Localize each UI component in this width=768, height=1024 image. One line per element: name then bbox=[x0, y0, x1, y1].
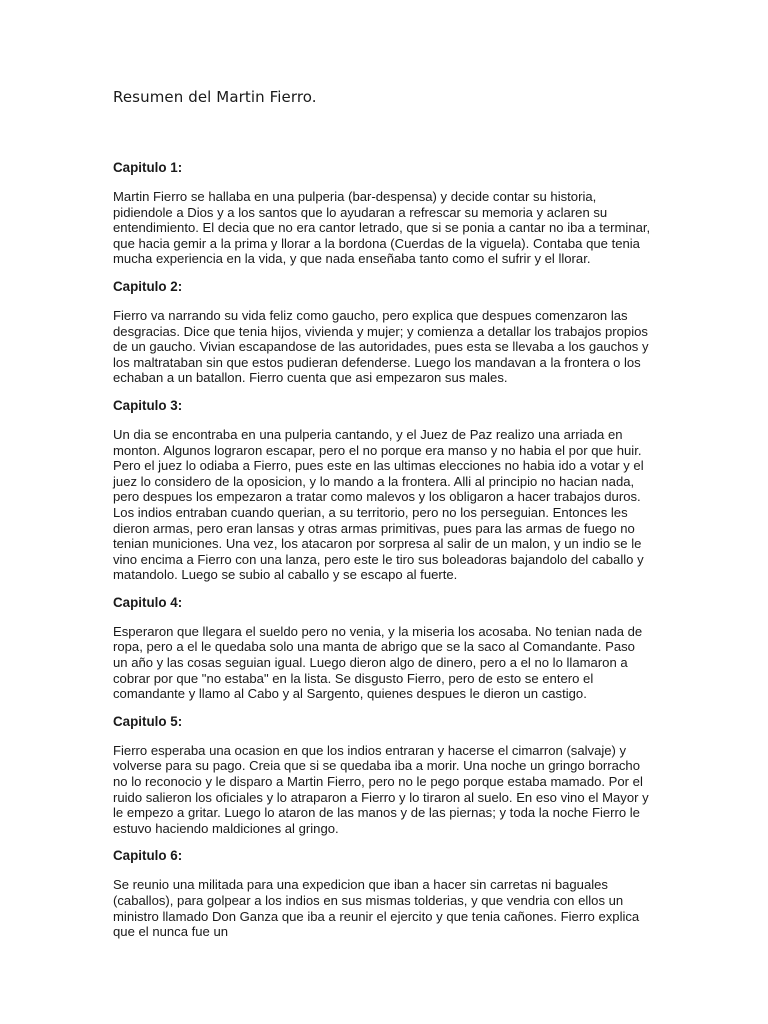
chapter-2 bbox=[113, 279, 653, 386]
document-page bbox=[113, 88, 653, 952]
chapter-paragraph: Esperaron que llegara el sueldo pero no venia, y la miseria los acosaba. No tenian nada de ropa, pero a el le quedaba solo una manta de abrigo que se la saco al Comandante. Paso un año y las cosas seguian igual. Luego dieron algo de dinero, pero a el no lo llamaron a cobrar por que "no estaba" en la lista. Se disgusto Fierro, pero de esto se entero el comandante y llamo al Cabo y al Sargento, quienes despues le dieron un castigo. bbox=[113, 623, 643, 702]
chapter-heading: Capitulo 4: bbox=[113, 594, 183, 610]
chapter-paragraph: Fierro esperaba una ocasion en que los indios entraran y hacerse el cimarron (salvaje) y volverse para su pago. Creia que si se quedaba iba a morir. Una noche un gringo borracho no lo reconocio y le disparo a Martin Fierro, pero no le pego porque estaba mamado. Por el ruido salieron los oficiales y lo atraparon a Fierro y lo tiraron al suelo. En eso vino el Mayor y le empezo a gritar. Luego lo ataron de las manos y de las piernas; y toda la noche Fierro le estuvo haciendo maldiciones al gringo. bbox=[113, 742, 649, 836]
chapter-heading: Capitulo 6: bbox=[113, 848, 183, 864]
chapter-paragraph: Un dia se encontraba en una pulperia cantando, y el Juez de Paz realizo una arriada en monton. Algunos lograron escapar, pero el no porque era manso y no habia el por que huir. Pero el juez lo odiaba a Fierro, pues este en las ultimas elecciones no habia ido a votar y el juez lo considero de la oposicion, y lo mando a la frontera. Alli al principio no hacian nada, pero despues los empezaron a tratar como malevos y los obligaron a hacer trabajos duros. Los indios entraban cuando querian, a su territorio, pero no los perseguian. Entonces les dieron armas, pero eran lansas y otras armas primitivas, pues para las armas de fuego no tenian municiones. Una vez, los atacaron por sorpresa al salir de un malon, y un indio se le vino encima a Fierro con una lanza, pero este le tiro sus boleadoras bajandolo del caballo y matandolo. Luego se subio al caballo y se escapo al fuerte. bbox=[113, 426, 644, 583]
document-title: Resumen del Martin Fierro. bbox=[113, 88, 317, 106]
chapter-3 bbox=[113, 398, 653, 583]
chapter-heading: Capitulo 2: bbox=[113, 278, 183, 294]
chapter-heading: Capitulo 1: bbox=[113, 160, 183, 175]
chapter-4 bbox=[113, 595, 653, 702]
chapter-heading: Capitulo 5: bbox=[113, 713, 183, 729]
chapter-paragraph: Se reunio una militada para una expedicion que iban a hacer sin carretas ni baguales (caballos), para golpear a los indios en sus mismas tolderias, y que vendria con ellos un ministro llamado Don Ganza que iba a reunir el ejercito y que tenia cañones. Fierro explica que el nunca fue un bbox=[113, 877, 640, 940]
chapter-6 bbox=[113, 848, 653, 939]
chapter-heading: Capitulo 3: bbox=[113, 397, 183, 413]
chapter-5 bbox=[113, 714, 653, 837]
chapter-paragraph: Fierro va narrando su vida feliz como gaucho, pero explica que despues comenzaron las desgracias. Dice que tenia hijos, vivienda y mujer; y comienza a detallar los trabajos propios de un gaucho. Vivian escapandose de las autoridades, pues esta se llevaba a los gauchos y los maltrataban sin que estos pudieran defenderse. Luego los mandavan a la frontera o los echaban a un batallon. Fierro cuenta que asi empezaron sus males. bbox=[113, 307, 649, 386]
chapter-1 bbox=[113, 160, 653, 267]
chapter-paragraph: Martin Fierro se hallaba en una pulperia (bar-despensa) y decide contar su historia, pidiendole a Dios y a los santos que lo ayudaran a refrescar su memoria y aclaren su entendimiento. El decia que no era cantor letrado, que si se ponia a cantar no iba a terminar, que hacia gemir a la prima y llorar a la bordona (Cuerdas de la viguela). Contaba que tenia mucha experiencia en la vida, y que nada enseñaba tanto como el sufrir y el llorar. bbox=[113, 189, 651, 267]
